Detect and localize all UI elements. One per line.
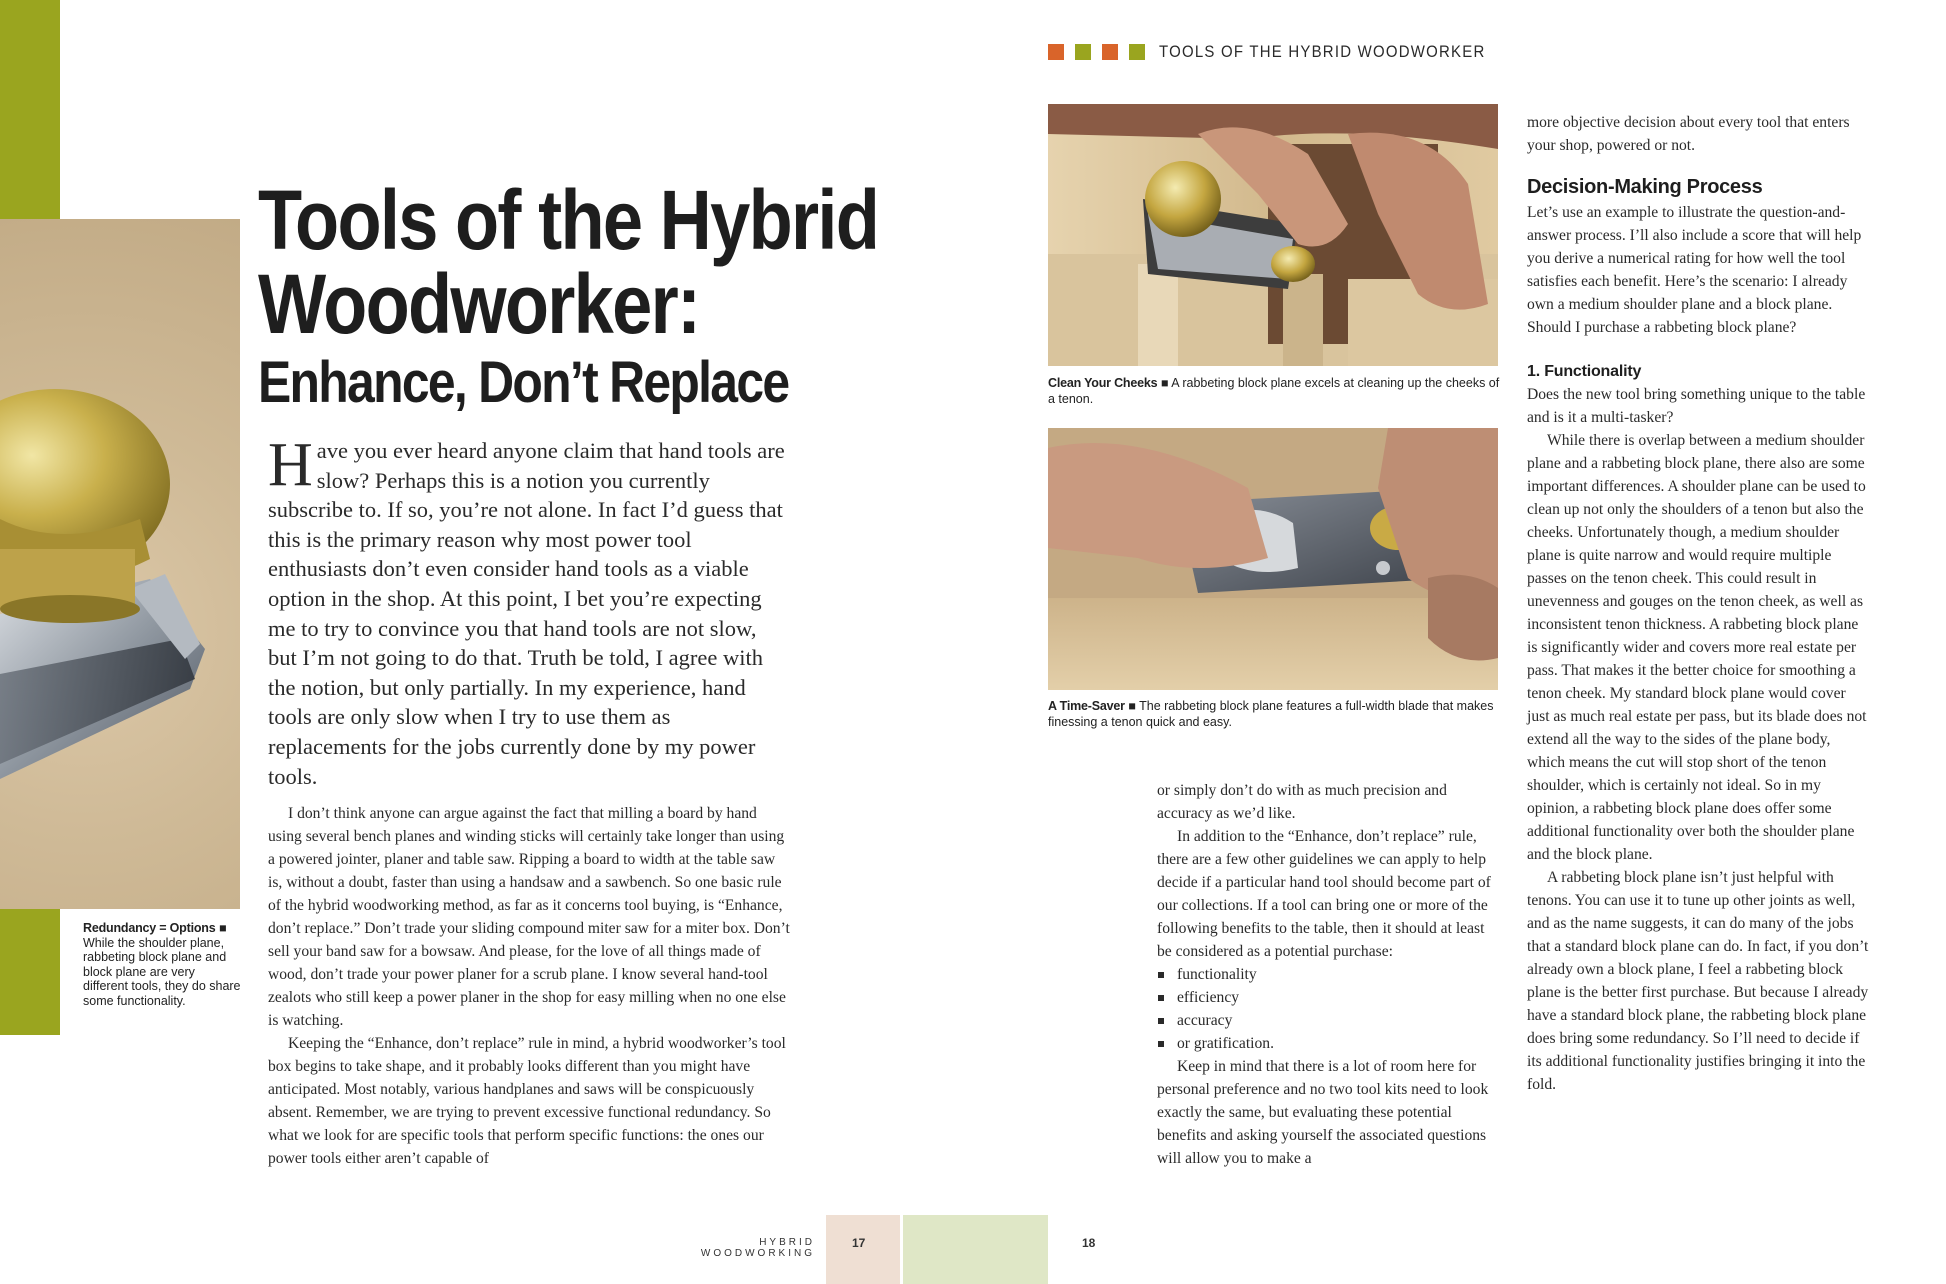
photo-caption-time-saver <box>1048 698 1503 730</box>
tenon-cheek-illustration <box>1048 104 1498 366</box>
header-square-icon <box>1048 44 1064 60</box>
body-paragraph: While there is overlap between a medium shoulder plane and a rabbeting block plane, there also are some important differences. A shoulder plane can be used to clean up not only the shoulders of a tenon but also the cheeks. Unfortunately though, a medium shoulder plane is quite narrow and would require multiple passes on the tenon cheek. This could result in unevenness and gouges on the tenon cheek, as well as inconsistent tenon thickness. A rabbeting block plane is significantly wider and covers more real estate per pass. That makes it the better choice for smoothing a tenon cheek. My standard block plane would cover just as much real estate per pass, but its blade does not extend all the way to the sides of the plane body, which means the cut will stop short of the tenon shoulder, which is certainly not ideal. So in my opinion, a rabbeting block plane does offer some additional functionality over both the shoulder plane and the block plane. <box>1527 432 1867 863</box>
sub-heading: 1. Functionality <box>1527 363 1642 380</box>
caption-square-icon: ■ <box>1160 376 1169 390</box>
lead-text: ave you ever heard anyone claim that hand tools are slow? Perhaps this is a notion you currently subscribe to. If so, you’re not alone. In fact I’d guess that this is the primary reason why most power tool enthusiasts don’t even consider hand tools as a viable option in the shop. At this point, I bet you’re expecting me to try to convince you that hand tools are not slow, but I’m not going to do that. Truth be told, I agree with the notion, but only partially. In my experience, hand tools are only slow when I try to use them as replacements for the jobs currently done by my power tools. <box>268 438 785 789</box>
header-square-icon <box>1102 44 1118 60</box>
left-body-column <box>268 802 793 1170</box>
accent-bar-bottom <box>0 909 60 1035</box>
drop-cap: H <box>268 431 313 499</box>
caption-square-icon: ■ <box>218 921 227 935</box>
running-header <box>1048 41 1530 63</box>
list-item: efficiency <box>1157 986 1497 1009</box>
right-body-column <box>1527 111 1872 1096</box>
body-paragraph: Keeping the “Enhance, don’t replace” rule in mind, a hybrid woodworker’s tool box begins to take shape, and it probably looks different than you might have anticipated. Most notably, various handplanes and saws will be conspicuously absent. Remember, we are trying to prevent excessive functional redundancy. So what we look for are specific tools that perform specific functions: the ones our power tools either aren’t capable of <box>268 1035 786 1167</box>
accent-bar-top <box>0 0 60 219</box>
body-paragraph: In addition to the “Enhance, don’t replace” rule, there are a few other guidelines we can apply to help decide if a particular hand tool should become part of our collections. If a tool can bring one or more of the following benefits to the table, then it should at least be considered as a potential purchase: <box>1157 828 1491 960</box>
body-paragraph: A rabbeting block plane isn’t just helpful with tenons. You can use it to tune up other joints as well, and as the name suggests, it can do many of the jobs that a standard block plane can do. In fact, if you don’t already own a block plane, I feel a rabbeting block plane is the better first purchase. But because I already have a standard block plane, the rabbeting block plane does bring some redundancy. So I’ll need to decide if its additional functionality justifies bringing it into the fold. <box>1527 869 1869 1093</box>
page-number-left: 17 <box>852 1236 866 1250</box>
body-paragraph: more objective decision about every tool that enters your shop, powered or not. <box>1527 114 1850 154</box>
title-line-2: Woodworker: <box>258 257 700 351</box>
time-saver-photo <box>1048 428 1498 690</box>
article-title <box>258 173 958 416</box>
caption-text: While the shoulder plane, rabbeting block plane and block plane are very different tools, they do share some functionality. <box>83 935 241 1008</box>
header-square-icon <box>1075 44 1091 60</box>
body-paragraph: Let’s use an example to illustrate the question-and-answer process. I’ll also include a score that will help you derive a numerical rating for how well the tool satisfies each benefit. Here’s the scenario: I already own a medium shoulder plane and a block plane. Should I purchase a rabbeting block plane? <box>1527 204 1862 336</box>
running-foot: HYBRID WOODWORKING <box>700 1237 815 1259</box>
header-square-icon <box>1129 44 1145 60</box>
header-title: TOOLS OF THE HYBRID WOODWORKER <box>1159 42 1486 61</box>
caption-title: A Time-Saver <box>1048 699 1125 713</box>
page-number-right: 18 <box>1082 1236 1096 1250</box>
body-paragraph: or simply don’t do with as much precision and accuracy as we’d like. <box>1157 782 1447 822</box>
shoulder-plane-photo <box>0 219 240 909</box>
middle-body-column <box>1157 779 1497 1170</box>
time-saver-illustration <box>1048 428 1498 690</box>
shoulder-plane-illustration <box>0 219 240 909</box>
article-subtitle: Enhance, Don’t Replace <box>258 350 789 415</box>
section-heading: Decision-Making Process <box>1527 176 1763 198</box>
photo-caption-clean-cheeks <box>1048 375 1503 407</box>
tenon-cheek-photo <box>1048 104 1498 366</box>
lead-paragraph <box>268 431 788 791</box>
body-paragraph: I don’t think anyone can argue against the fact that milling a board by hand using several bench planes and winding sticks will certainly take longer than using a powered jointer, planer and table saw. Ripping a board to width at the table saw is, without a doubt, faster than using a handsaw and a sawbench. So one basic rule of the hybrid woodworking method, as far as it concerns tool buying, is “Enhance, don’t replace.” Don’t trade your sliding compound miter saw for a miter box. Don’t sell your band saw for a bowsaw. And please, for the love of all things made of wood, don’t trade your power planer for a scrub plane. I know several hand-tool zealots who still keep a power planer in the shop for easy milling when no one else is watching. <box>268 805 790 1029</box>
caption-text: A rabbeting block plane excels at cleaning up the cheeks of a tenon. <box>1048 376 1500 406</box>
caption-square-icon: ■ <box>1128 699 1136 713</box>
list-item: or gratification. <box>1157 1032 1497 1055</box>
photo-caption-redundancy <box>83 921 243 1008</box>
benefits-list <box>1157 963 1497 1055</box>
list-item: functionality <box>1157 963 1497 986</box>
caption-title: Clean Your Cheeks <box>1048 376 1158 390</box>
list-item: accuracy <box>1157 1009 1497 1032</box>
caption-text: The rabbeting block plane features a full-width blade that makes finessing a tenon quick and easy. <box>1048 699 1494 729</box>
title-line-1: Tools of the Hybrid <box>258 173 879 267</box>
caption-title: Redundancy = Options <box>83 921 216 935</box>
body-paragraph: Does the new tool bring something unique to the table and is it a multi-tasker? <box>1527 386 1866 426</box>
folio-box-right <box>903 1215 1048 1284</box>
body-paragraph: Keep in mind that there is a lot of room here for personal preference and no two tool kits need to look exactly the same, but evaluating these potential benefits and asking yourself the associated questions will allow you to make a <box>1157 1058 1489 1167</box>
